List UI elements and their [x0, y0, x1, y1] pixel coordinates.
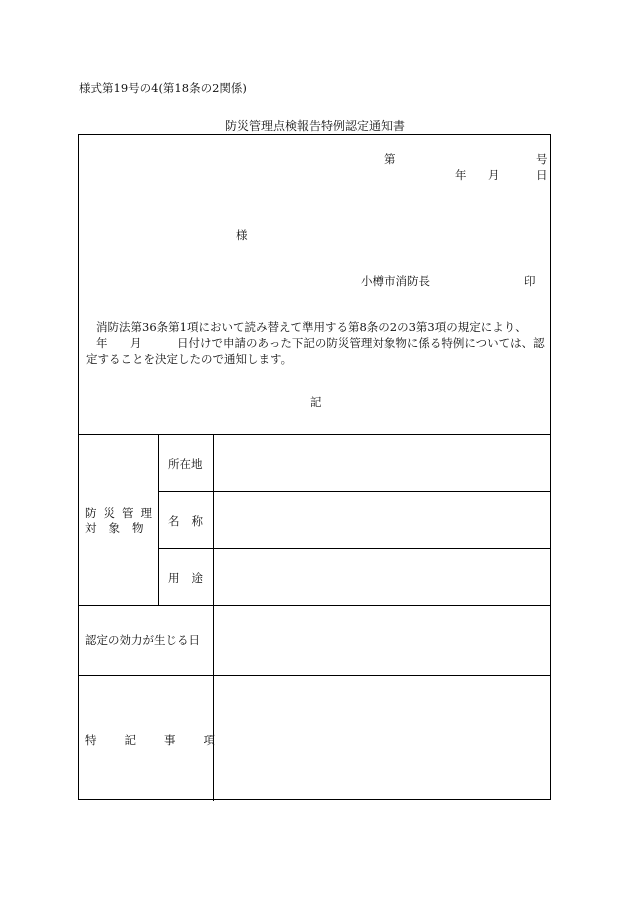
addressee-suffix: 様: [236, 228, 248, 242]
usage-value[interactable]: [219, 570, 544, 586]
issuer-title: 小樽市消防長: [361, 274, 430, 288]
row-divider-usage: [79, 605, 550, 606]
number-prefix: 第: [384, 152, 396, 166]
body-line-2-rest: 日付けで申請のあった下記の防災管理対象物に係る特例については、認: [177, 336, 545, 350]
remarks-value[interactable]: [219, 695, 544, 785]
document-title: 防災管理点検報告特例認定通知書: [224, 119, 405, 133]
ki-marker: 記: [310, 395, 322, 409]
row-divider-effective-date: [79, 675, 550, 676]
date-year-label: 年: [455, 168, 467, 182]
date-day-label: 日: [536, 168, 548, 182]
row-divider-location: [158, 491, 550, 492]
group-label-line-2: 対象物: [85, 521, 156, 535]
usage-label: 用途: [168, 571, 215, 585]
effective-date-label: 認定の効力が生じる日: [85, 633, 200, 647]
body-line-2-month: 月: [130, 336, 142, 350]
name-label: 名称: [168, 514, 215, 528]
column-divider-group: [158, 434, 159, 605]
location-label: 所在地: [168, 457, 203, 471]
form-number-caption: 様式第19号の4(第18条の2関係): [79, 81, 247, 95]
body-line-3: 定することを決定したので通知します。: [86, 352, 293, 366]
notification-form: [78, 134, 551, 800]
effective-date-value[interactable]: [219, 632, 544, 648]
group-label-line-1: 防 災 管 理: [85, 506, 152, 520]
number-suffix: 号: [536, 152, 548, 166]
location-value[interactable]: [219, 456, 544, 472]
body-line-2-year: 年: [96, 336, 108, 350]
date-month-label: 月: [488, 168, 500, 182]
row-divider-name: [158, 548, 550, 549]
remarks-label: 特記事項: [85, 733, 243, 747]
body-line-1: 消防法第36条第1項において読み替えて準用する第8条の2の3第3項の規定により、: [96, 320, 527, 334]
table-top-border: [79, 434, 550, 435]
seal-mark: 印: [524, 274, 536, 288]
name-value[interactable]: [219, 513, 544, 529]
